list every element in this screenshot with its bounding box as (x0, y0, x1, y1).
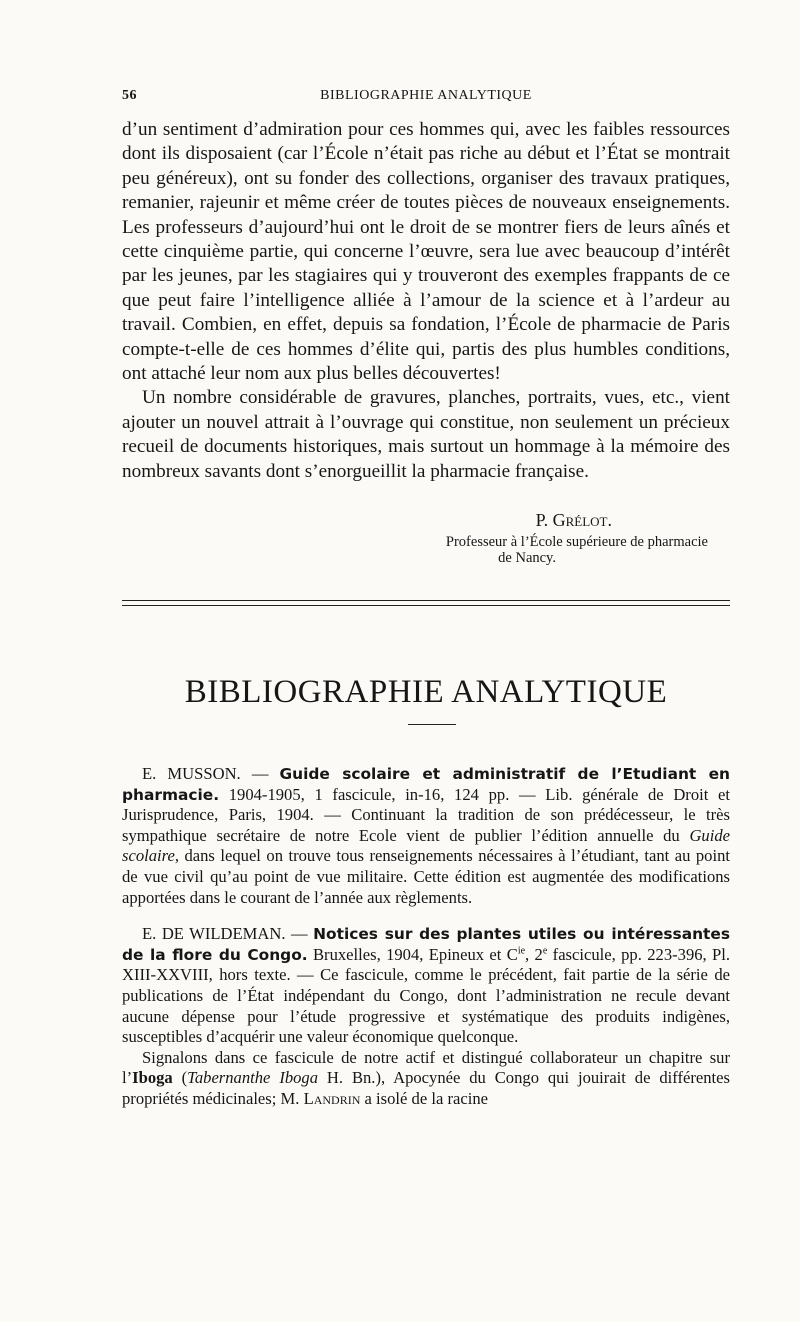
entry-title: Notices sur des plantes utiles ou intéressantes de la flore du Congo. (122, 925, 731, 964)
entry-text: , dans lequel on trouve tous renseignements nécessaires à l’étudiant, tant au point de vue civil qu’au point de vue militaire. Cette édition est augmentée des modifications apportées dans le courant de l’année aux règlements. (122, 846, 730, 907)
review-signature (122, 508, 730, 566)
section-divider (122, 600, 730, 606)
signature-affiliation-line: Professeur à l’École supérieure de pharmacie (445, 534, 708, 550)
entry-author: E. DE WILDEMAN. — (142, 924, 314, 944)
entry-smallcaps: Landrin (303, 1088, 361, 1108)
entry-text: 1904-1905, 1 fascicule, in-16, 124 pp. — Lib. générale de Droit et Jurisprudence, Paris, 1904. — Continuant la tradition de son prédécesseur, le très sympathique secrétaire de notre Ecole vient de publier l’édition annuelle du (122, 784, 730, 845)
review-paragraph: Un nombre considérable de gravures, planches, portraits, vues, etc., vient ajouter un nouvel attrait à l’ouvrage qui constitue, non seulement un précieux recueil de documents historiques, mais surtout un hommage à la mémoire des nombreux savants dont s’enorgueillit la pharmacie française. (122, 387, 730, 482)
entry-superscript: e (542, 945, 548, 957)
signature-name: P. Grélot. (535, 510, 612, 530)
entry-italic: Tabernanthe Iboga (187, 1068, 319, 1088)
entry-italic: Guide scolaire (122, 825, 730, 866)
entry-title: Guide scolaire et administratif de l’Etudiant en pharmacie. (122, 765, 730, 804)
entry-bold: Iboga (132, 1068, 173, 1088)
signature-affiliation-line: de Nancy. (498, 550, 556, 566)
running-head (122, 88, 730, 110)
entry-text: ( (172, 1068, 188, 1088)
entry-text: Bruxelles, 1904, Epineux et C (307, 944, 518, 964)
entry-text: , 2 (525, 944, 543, 964)
running-title: BIBLIOGRAPHIE ANALYTIQUE (320, 88, 532, 103)
section-title: BIBLIOGRAPHIE ANALYTIQUE (184, 674, 668, 710)
bibliography-entry (122, 924, 730, 1109)
entry-text: fascicule, pp. 223-396, Pl. XIII-XXVIII, hors texte. — Ce fascicule, comme le précédent, fait partie de la série de publications de l’État indépendant du Congo, dont l’administration ne recule devant aucune dépense pour l’étude progressive et systématique des produits indigènes, susceptibles d’acquérir une valeur économique quelconque. (122, 944, 731, 1047)
signature-affiliation (122, 534, 730, 566)
entry-text: Signalons dans ce fascicule de notre actif et distingué collaborateur un chapitre sur l’ (122, 1047, 730, 1088)
entry-text: H. Bn.), Apocynée du Congo qui jouirait de différentes propriétés médicinales; M. (122, 1068, 730, 1108)
entry-text: a isolé de la racine (360, 1088, 488, 1108)
bibliography-entry (122, 764, 730, 908)
review-paragraph: d’un sentiment d’admiration pour ces hommes qui, avec les faibles ressources dont ils disposaient (car l’École n’était pas riche au début et l’État se montrait peu généreux), ont su fonder des collections, organiser des travaux pratiques, remanier, rajeunir et même créer de toutes pièces de nouveaux enseignements. Les professeurs d’aujourd’hui ont le droit de se montrer fiers de leurs aînés et cette cinquième partie, qui concerne l’œuvre, sera lue avec beaucoup d’intérêt par les jeunes, par les stagiaires qui y trouveront des exemples frappants de ce que peut faire l’intelligence alliée à l’amour de la science et à l’ardeur au travail. Combien, en effet, depuis sa fondation, l’École de pharmacie de Paris compte-t-elle de ces hommes d’élite qui, partis des plus humbles conditions, ont attaché leur nom aux plus belles découvertes! (122, 119, 730, 385)
title-underline (408, 724, 456, 725)
page-number: 56 (122, 88, 137, 103)
entry-superscript: ie (517, 945, 526, 957)
review-text (122, 118, 730, 484)
bibliography-entries (122, 764, 730, 1126)
entry-author: E. MUSSON. — (142, 764, 280, 783)
